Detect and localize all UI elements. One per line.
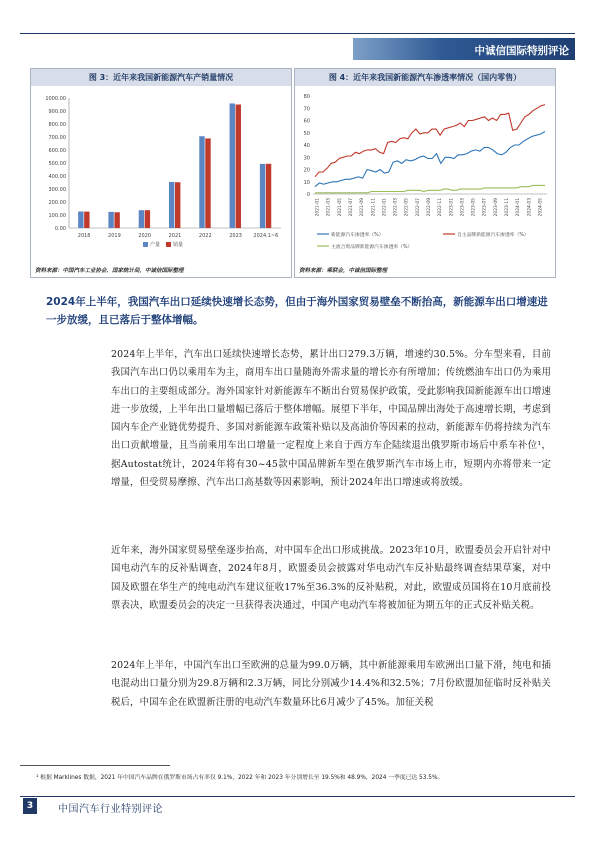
figure-4 [294, 68, 556, 278]
y-tick-label: 0.00 [54, 226, 66, 232]
x-tick-label: 2021-03 [326, 198, 332, 217]
x-tick-label: 2022-09 [427, 198, 432, 217]
figure-3-source: 资料来源：中国汽车工业协会、国家统计局，中诚信国际整理 [35, 268, 184, 274]
legend-swatch-production [143, 242, 148, 247]
y-tick-label: 1000.00 [45, 96, 66, 102]
paragraph-3: 2024年上半年，中国汽车出口至欧洲的总量为99.0万辆，其中新能源乘用车欧洲出口量下滑，纯电和插电混动出口量分别为29.8万辆和2.3万辆，同比分别减少14.4%和32.5%；7月份欧盟加征临时反补贴关税后，中国车企在欧盟新注册的电动汽车数量环比6月减少了45%。加征关税 [111, 660, 551, 708]
y-tick-label: 900.00 [48, 109, 66, 115]
x-tick-label: 2024-03 [527, 198, 533, 217]
y-tick-label: 700.00 [48, 135, 66, 141]
x-tick-label: 2023-09 [493, 198, 499, 217]
x-tick-label: 2023-05 [471, 198, 477, 217]
x-tick-label: 2020 [138, 233, 152, 239]
bar-sales [205, 138, 210, 228]
x-tick-label: 2024-05 [538, 198, 544, 217]
header-rule [20, 33, 575, 34]
x-tick-label: 2018 [77, 233, 91, 239]
footnote-rule [20, 765, 170, 766]
y-tick-label: 800.00 [48, 122, 66, 128]
y-tick-label: 500.00 [48, 161, 66, 167]
x-tick-label: 2023 [229, 233, 242, 239]
bar-production [199, 136, 204, 228]
bar-production [108, 212, 113, 228]
y-tick-label: 70 [303, 106, 310, 113]
x-tick-label: 2024.1~6 [253, 233, 279, 239]
x-tick-label: 2021-09 [360, 198, 366, 217]
bar-sales [84, 212, 89, 228]
section-lead: 2024年上半年，我国汽车出口延续快速增长态势，但由于海外国家贸易壁垒不断抬高，新能源车出口增速进一步放缓，且已落后于整体增幅。 [46, 296, 548, 326]
legend-label-2: 主流合资品牌新能源汽车渗透率（%） [331, 245, 413, 250]
series-line-2 [315, 185, 545, 192]
figure-3-title: 图 3：近年来我国新能源汽车产销量情况 [31, 69, 291, 86]
bar-production [169, 182, 174, 228]
x-tick-label: 2021 [168, 233, 182, 239]
bar-sales [175, 182, 180, 228]
x-tick-label: 2023-01 [449, 198, 455, 217]
bar-sales [145, 210, 150, 228]
x-tick-label: 2022-07 [415, 198, 421, 217]
x-tick-label: 2019 [108, 233, 121, 239]
y-tick-label: 40 [303, 143, 310, 149]
page-number: 3 [23, 798, 37, 814]
x-tick-label: 2021-01 [315, 198, 321, 217]
y-tick-label: 60 [303, 118, 310, 125]
figure-4-title: 图 4：近年来我国新能源汽车渗透率情况（国内零售） [295, 69, 555, 86]
y-tick-label: 80 [303, 94, 310, 100]
figure-4-source: 资料来源：乘联会，中诚信国际整理 [299, 268, 388, 274]
x-tick-label: 2021-05 [337, 198, 343, 217]
y-tick-label: 10 [303, 179, 310, 186]
footnote: ¹ 根据 Marklines 数据，2021 年中国汽车品牌在俄罗斯市场占有率仅 9.1%，2022 年和 2023 年分别增长至 19.5%和 48.9%，2024 一季度已达 53.5%。 [36, 775, 444, 781]
x-tick-label: 2022-11 [438, 198, 444, 217]
bar-production [230, 103, 235, 228]
bar-production [260, 164, 265, 228]
x-tick-label: 2022-03 [393, 198, 399, 217]
bar-sales [114, 212, 119, 228]
bar-sales [266, 164, 271, 228]
bar-production [139, 210, 144, 228]
y-tick-label: 0 [306, 192, 310, 198]
x-tick-label: 2021-11 [371, 198, 377, 217]
x-tick-label: 2022-01 [382, 198, 388, 217]
legend-label-0: 新能源汽车渗透率（%） [331, 233, 384, 238]
y-tick-label: 20 [303, 167, 310, 174]
legend-label-1: 自主品牌新能源汽车渗透率（%） [457, 233, 529, 238]
x-tick-label: 2022-05 [404, 198, 410, 217]
header-title: 中诚信国际特别评论 [474, 45, 569, 57]
footer-rule [20, 796, 575, 797]
figure-3 [30, 68, 292, 278]
legend-label-sales: 销量 [173, 242, 184, 248]
y-tick-label: 300.00 [48, 187, 66, 193]
x-tick-label: 2023-07 [482, 198, 488, 217]
footer-title: 中国汽车行业特别评论 [58, 804, 163, 815]
y-tick-label: 200.00 [48, 200, 66, 206]
x-tick-label: 2021-07 [349, 198, 354, 217]
x-tick-label: 2024-01 [516, 198, 522, 217]
y-tick-label: 100.00 [48, 213, 66, 219]
x-tick-label: 2022 [198, 233, 212, 239]
bar-sales [236, 105, 241, 229]
y-tick-label: 50 [303, 130, 310, 137]
y-tick-label: 30 [303, 155, 310, 162]
x-tick-label: 2023-03 [460, 198, 466, 217]
bar-production [78, 211, 83, 228]
paragraph-2: 近年来，海外国家贸易壁垒逐步抬高，对中国车企出口形成挑战。2023年10月，欧盟委员会开启针对中国电动汽车的反补贴调查，2024年8月，欧盟委员会披露对华电动汽车反补贴最终调查结果草案，对中国及欧盟在华生产的纯电动汽车建议征收17%至36.3%的反补贴税，对此，欧盟成员国将在10月底前投票表决，欧盟委员会的决定一旦获得表决通过，中国产电动汽车将被加征为期五年的正式反补贴关税。 [111, 545, 551, 611]
legend-swatch-sales [166, 242, 171, 247]
figure-3-chart [31, 86, 291, 261]
y-tick-label: 600.00 [48, 148, 66, 154]
series-line-0 [315, 132, 545, 187]
series-line-1 [315, 105, 545, 177]
paragraph-1: 2024年上半年，汽车出口延续快速增长态势，累计出口279.3万辆，增速约30.5%。分车型来看，目前我国汽车出口仍以乘用车为主，商用车出口量随海外需求量的增长亦有所增加；传统燃油车出口仍为乘用车出口的主要组成部分。海外国家针对新能源车不断出台贸易保护政策，受此影响我国新能源车出口增速进一步放缓，上半年出口量增幅已落后于整体增幅。展望下半年，中国品牌出海处于高速增长期，考虑到国内车企产业链优势提升、多国对新能源车政策补贴以及高油价等因素的拉动，新能源车仍将持续为汽车出口贡献增量，且当前乘用车出口增量一定程度上来自于西方车企陆续退出俄罗斯市场后中系车补位¹，据Autostat统计，2024年将有30~45款中国品牌新车型在俄罗斯汽车市场上市，短期内亦将带来一定增量，但受贸易摩擦、汽车出口高基数等因素影响，预计2024年出口增速或将放缓。 [111, 349, 551, 489]
figure-4-chart [295, 86, 555, 261]
legend-label-production: 产量 [150, 242, 161, 248]
y-tick-label: 400.00 [48, 174, 66, 180]
x-tick-label: 2023-11 [505, 198, 510, 217]
